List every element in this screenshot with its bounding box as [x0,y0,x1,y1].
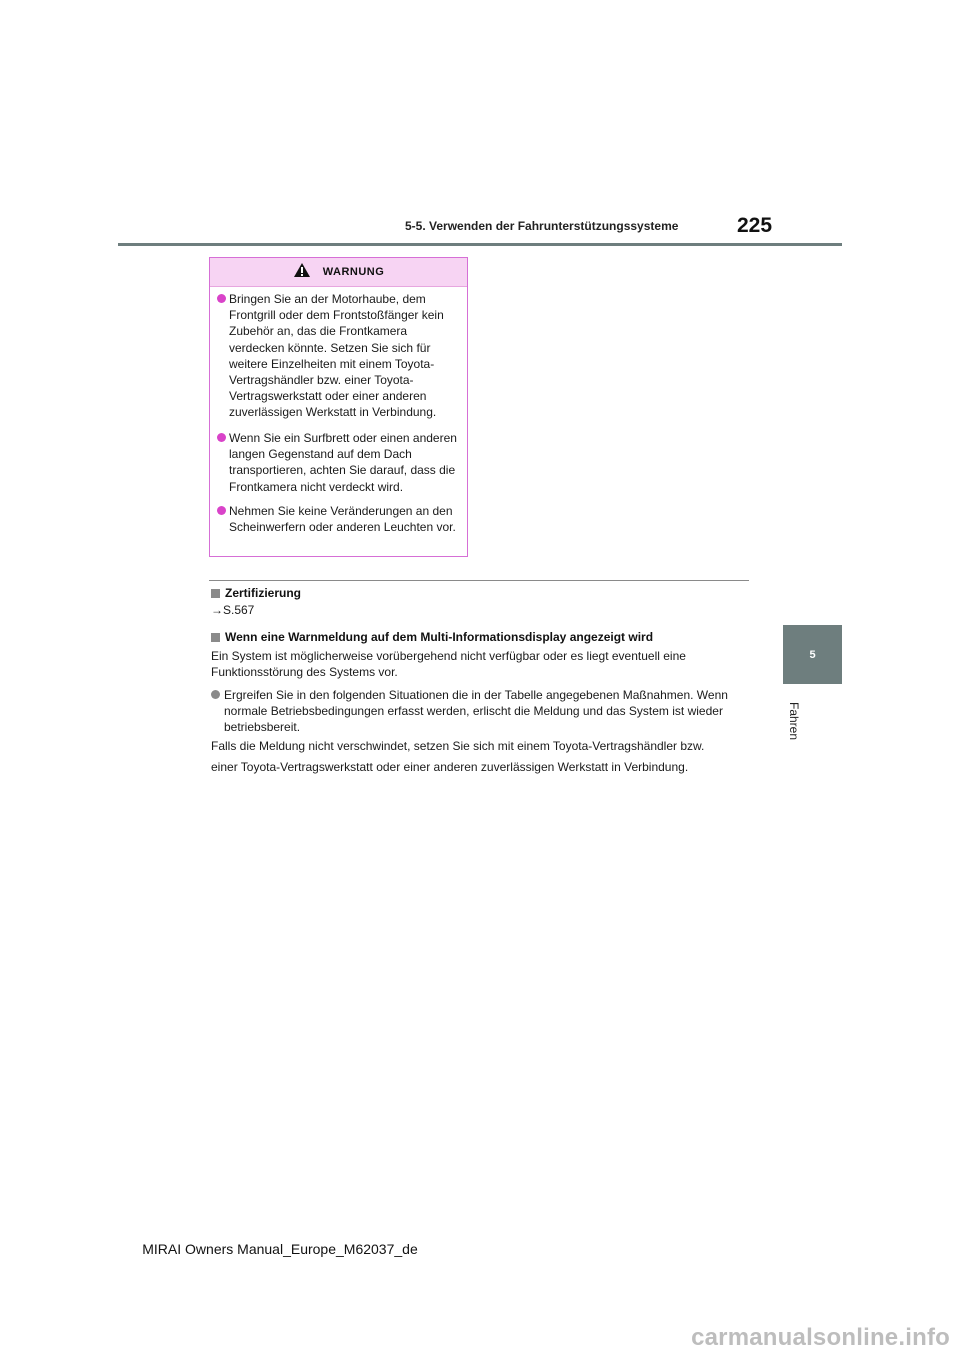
bullet-dot-icon [217,506,226,515]
manual-id: MIRAI Owners Manual_Europe_M62037_de [142,1241,418,1257]
cert-page-reference: →S.567 [211,603,255,617]
closing-line-1: Falls die Meldung nicht verschwindet, setzen Sie sich mit einem Toyota-Vertragshändler bzw. [211,739,705,753]
bullet-dot-icon [211,690,220,699]
warning-title: WARNUNG [322,266,385,278]
warning-box [209,257,468,557]
warning-item: Nehmen Sie keine Veränderungen an den Scheinwerfern oder anderen Leuchten vor. [217,503,462,535]
warning-message-text: Ein System ist möglicherweise vorübergehend nicht verfügbar oder es liegt eventuell eine Funktionsstörung des Systems vor. [211,649,686,680]
square-bullet-icon [211,589,220,598]
warning-triangle-icon [293,262,311,283]
bullet-dot-icon [217,433,226,442]
warning-item: Wenn Sie ein Surfbrett oder einen anderen langen Gegenstand auf dem Dach transportieren, achten Sie darauf, dass die Frontkamera nicht verdeckt wird. [217,430,462,495]
header-rule [118,243,842,246]
section-rule [209,580,749,581]
warning-item: Bringen Sie an der Motorhaube, dem Frontgrill oder dem Frontstoßfänger kein Zubehör an, das die Frontkamera verdecken könnte. Setzen Sie sich für weitere Einzelheiten mit einem Toyota-Vertragshändler bzw. einer Toyota-Vertragswerkstatt oder einer anderen zuverlässigen Werkstatt in Verbindung. [217,291,462,421]
watermark-text: carmanualsonline.info [691,1324,950,1351]
square-bullet-icon [211,633,220,642]
chapter-number: 5 [809,648,816,661]
chapter-tab [783,625,842,684]
page-number: 225 [737,214,773,237]
section-header-title: 5-5. Verwenden der Fahrunterstützungssysteme [405,219,679,233]
cert-heading: Zertifizierung [211,586,301,600]
chapter-label: Fahren [787,701,801,741]
warning-header [210,258,467,287]
bullet-dot-icon [217,294,226,303]
watermark [630,1318,960,1358]
warning-message-heading: Wenn eine Warnmeldung auf dem Multi-Informationsdisplay angezeigt wird [211,630,653,644]
footer [0,1241,960,1257]
action-bullet: Ergreifen Sie in den folgenden Situationen die in der Tabelle angegebenen Maßnahmen. Wenn normale Betriebsbedingungen erfasst werden, erlischt die Meldung und das System ist wieder betriebsbereit. [211,687,746,736]
closing-line-2: einer Toyota-Vertragswerkstatt oder einer anderen zuverlässigen Werkstatt in Verbindung. [211,760,689,774]
